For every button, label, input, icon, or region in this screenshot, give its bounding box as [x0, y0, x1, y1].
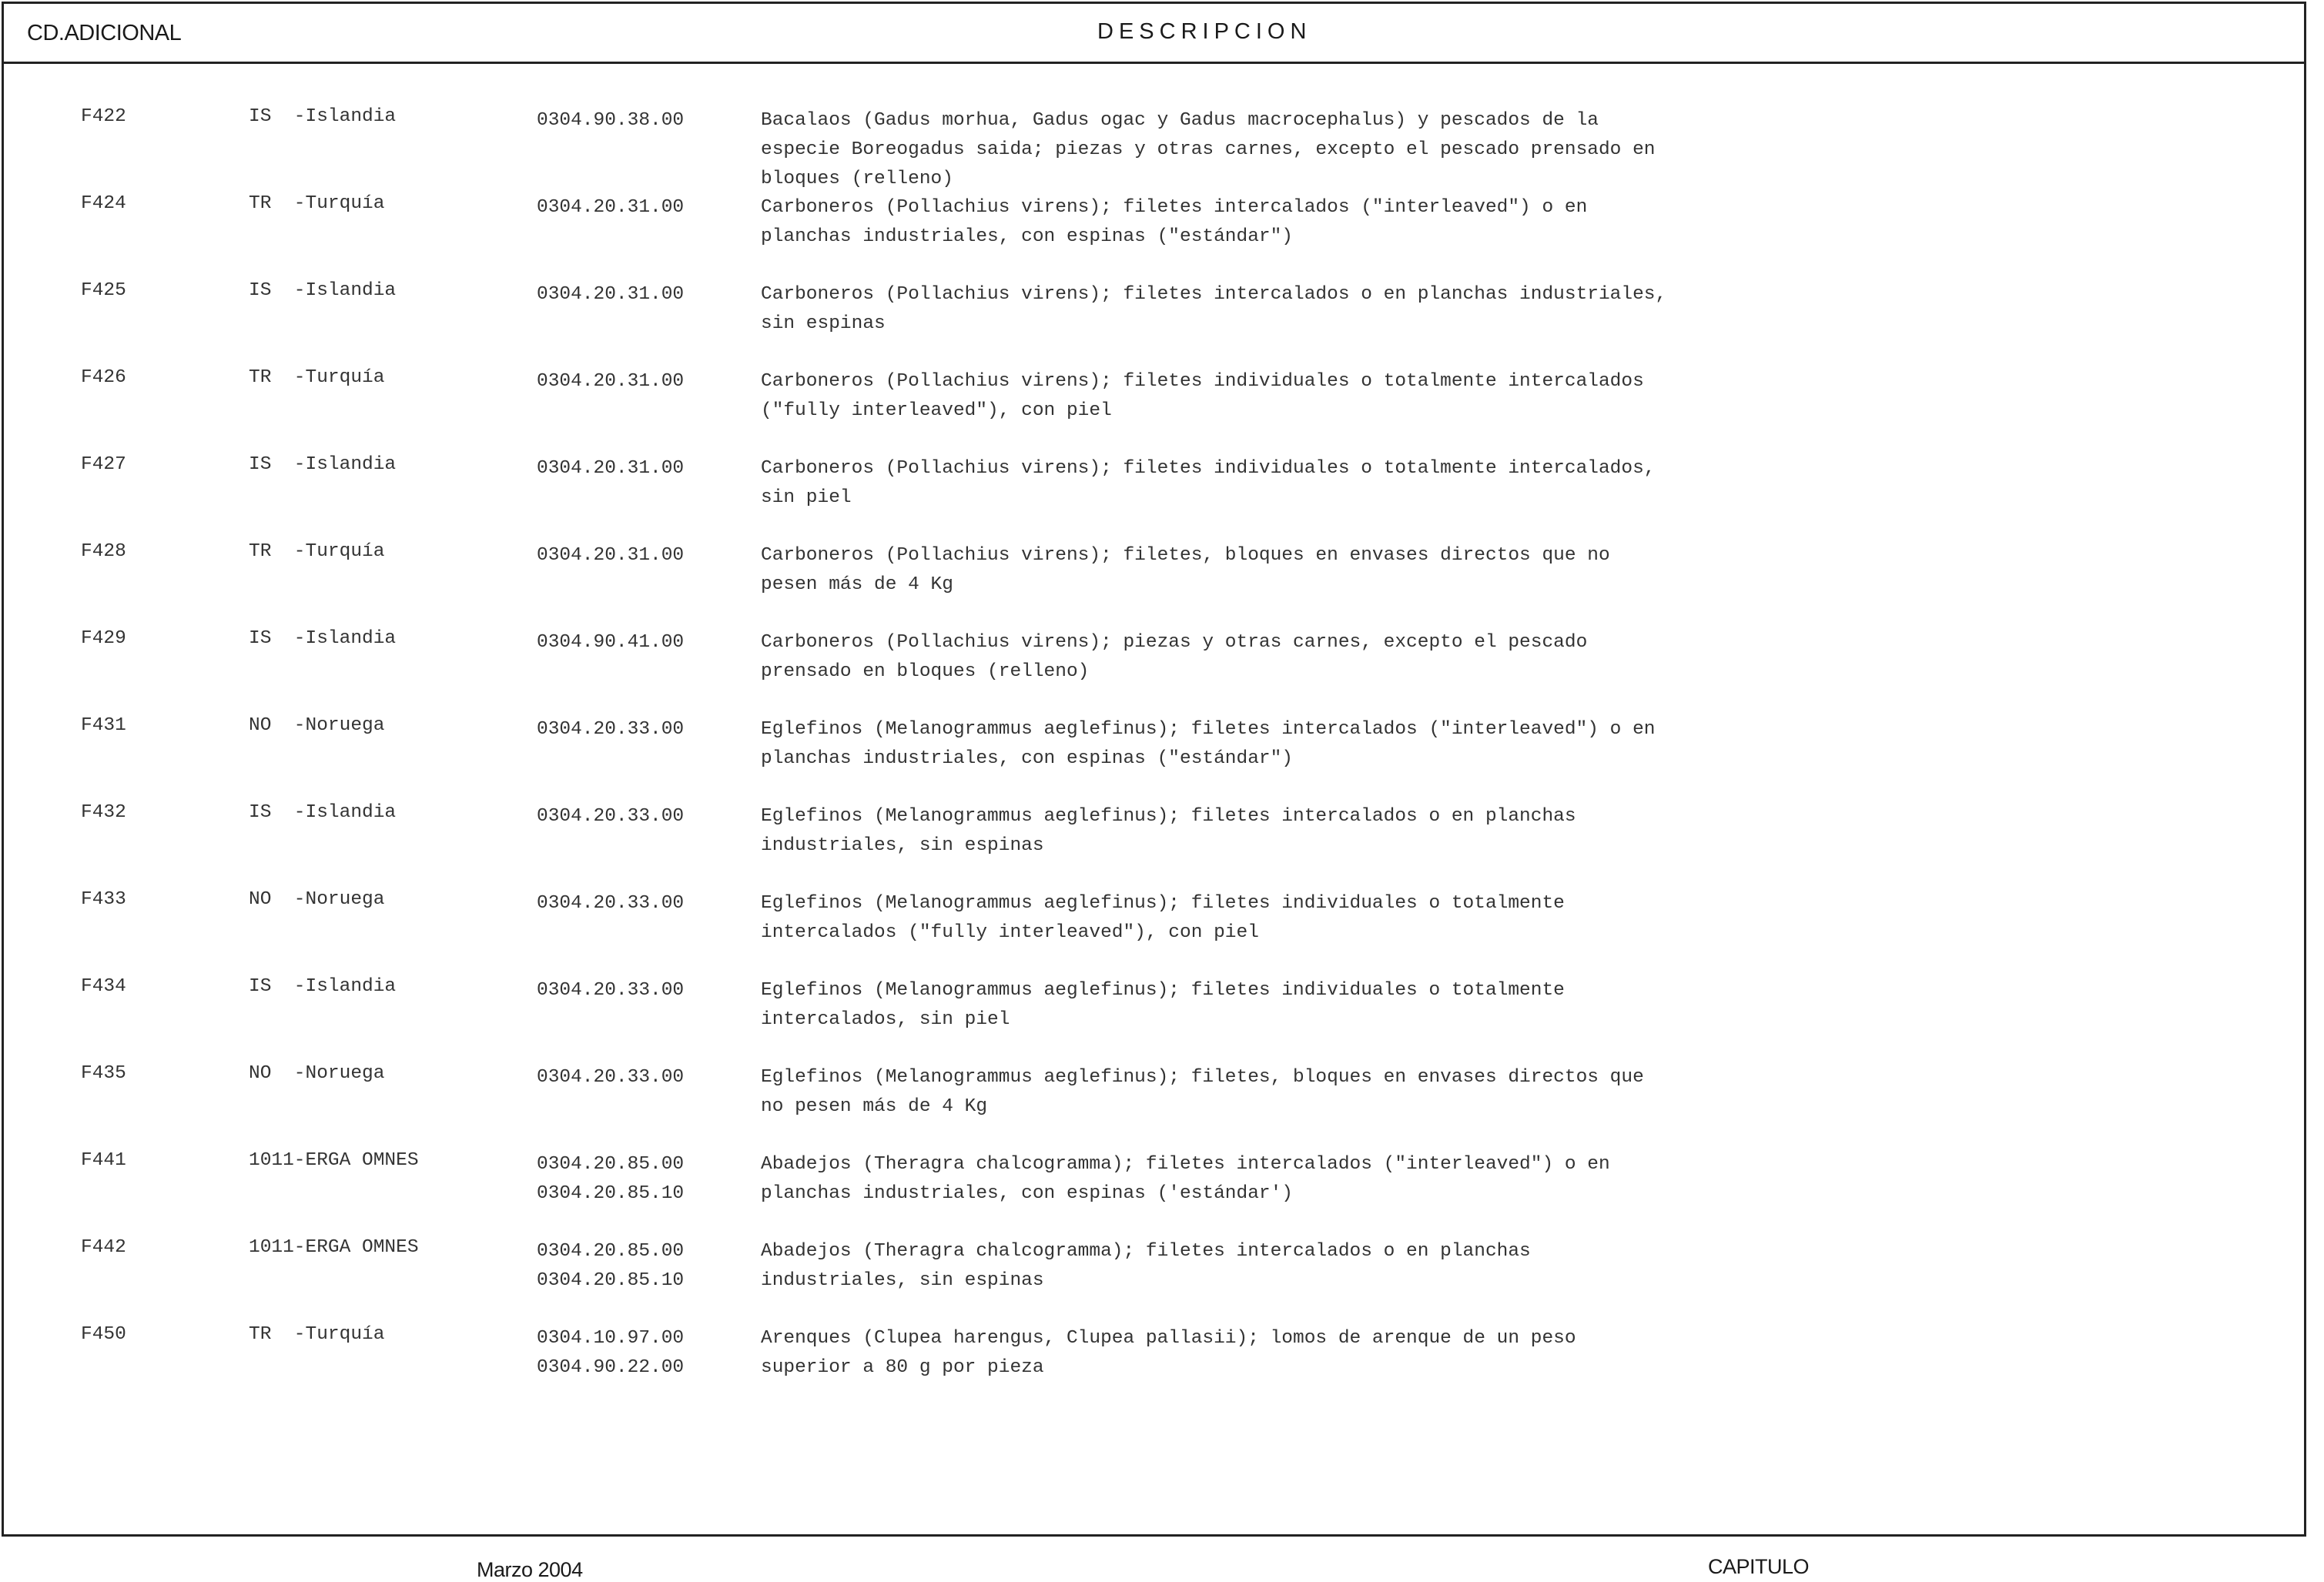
tariff-code: 0304.20.31.00 — [537, 284, 685, 305]
tariff-code: 0304.20.33.00 — [537, 806, 685, 827]
tariff-codes — [537, 280, 684, 309]
description: Carboneros (Pollachius virens); filetes individuales o totalmente intercalados ("fully interleaved"), con piel — [761, 371, 1644, 421]
table-row — [4, 976, 2304, 1063]
description: Abadejos (Theragra chalcogramma); filetes intercalados ("interleaved") o en planchas industriales, con espinas ('estándar') — [761, 1154, 1610, 1204]
tariff-codes — [537, 715, 684, 744]
tariff-codes — [537, 541, 684, 570]
tariff-code: 0304.20.31.00 — [537, 197, 685, 218]
additional-code: F426 — [81, 367, 126, 388]
column-header-cd-adicional: CD.ADICIONAL — [27, 21, 182, 45]
country: 1011-ERGA OMNES — [249, 1237, 419, 1258]
additional-code: F441 — [81, 1150, 126, 1171]
additional-code: F427 — [81, 454, 126, 475]
table-row — [4, 280, 2304, 367]
tariff-code: 0304.20.31.00 — [537, 545, 685, 566]
table-row — [4, 1063, 2304, 1150]
description: Carboneros (Pollachius virens); filetes intercalados o en planchas industriales, sin espinas — [761, 284, 1667, 334]
footer-chapter: CAPITULO — [1708, 1555, 1810, 1578]
tariff-code: 0304.20.85.10 — [537, 1270, 685, 1291]
table-row — [4, 541, 2304, 628]
additional-code: F429 — [81, 628, 126, 649]
table-row — [4, 1150, 2304, 1237]
country: NO -Noruega — [249, 889, 385, 910]
tariff-codes — [537, 976, 684, 1005]
tariff-codes — [537, 1063, 684, 1092]
tariff-codes — [537, 802, 684, 831]
additional-code: F433 — [81, 889, 126, 910]
tariff-code: 0304.20.33.00 — [537, 893, 685, 914]
description: Carboneros (Pollachius virens); filetes, bloques en envases directos que no pesen más de 4 Kg — [761, 545, 1610, 595]
entries-list — [4, 106, 2304, 1411]
country: IS -Islandia — [249, 280, 397, 301]
description: Eglefinos (Melanogrammus aeglefinus); filetes intercalados o en planchas industriales, sin espinas — [761, 806, 1576, 856]
tariff-codes — [537, 889, 684, 918]
tariff-code: 0304.20.85.10 — [537, 1183, 685, 1204]
description: Carboneros (Pollachius virens); filetes individuales o totalmente intercalados, sin piel — [761, 458, 1656, 508]
tariff-codes — [537, 193, 684, 222]
tariff-codes — [537, 106, 684, 135]
tariff-code: 0304.20.85.00 — [537, 1241, 685, 1262]
tariff-code: 0304.90.38.00 — [537, 110, 685, 131]
additional-code: F422 — [81, 106, 126, 127]
country: TR -Turquía — [249, 193, 385, 214]
description: Carboneros (Pollachius virens); filetes intercalados ("interleaved") o en planchas industriales, con espinas ("estándar") — [761, 197, 1588, 247]
table-row — [4, 106, 2304, 193]
tariff-code: 0304.20.31.00 — [537, 458, 685, 479]
description: Eglefinos (Melanogrammus aeglefinus); filetes individuales o totalmente intercalados ("fully interleaved"), con piel — [761, 893, 1565, 943]
table-row — [4, 1237, 2304, 1324]
additional-code: F435 — [81, 1063, 126, 1084]
additional-code: F428 — [81, 541, 126, 562]
country: IS -Islandia — [249, 628, 397, 649]
country: TR -Turquía — [249, 1324, 385, 1345]
additional-code: F424 — [81, 193, 126, 214]
table-row — [4, 1324, 2304, 1411]
additional-code: F432 — [81, 802, 126, 823]
additional-code: F425 — [81, 280, 126, 301]
table-row — [4, 628, 2304, 715]
table-header — [4, 4, 2304, 64]
tariff-code: 0304.20.33.00 — [537, 719, 685, 740]
country: NO -Noruega — [249, 715, 385, 736]
document-frame — [2, 2, 2306, 1537]
table-row — [4, 367, 2304, 454]
description: Eglefinos (Melanogrammus aeglefinus); filetes individuales o totalmente intercalados, sin piel — [761, 980, 1565, 1030]
country: IS -Islandia — [249, 106, 397, 127]
description: Arenques (Clupea harengus, Clupea pallasii); lomos de arenque de un peso superior a 80 g por pieza — [761, 1328, 1576, 1378]
table-row — [4, 889, 2304, 976]
table-row — [4, 193, 2304, 280]
tariff-code: 0304.10.97.00 — [537, 1328, 685, 1349]
country: 1011-ERGA OMNES — [249, 1150, 419, 1171]
tariff-codes — [537, 1324, 684, 1383]
description: Abadejos (Theragra chalcogramma); filetes intercalados o en planchas industriales, sin espinas — [761, 1241, 1531, 1291]
country: IS -Islandia — [249, 976, 397, 997]
additional-code: F450 — [81, 1324, 126, 1345]
table-row — [4, 802, 2304, 889]
table-row — [4, 715, 2304, 802]
additional-code: F431 — [81, 715, 126, 736]
tariff-codes — [537, 454, 684, 483]
tariff-code: 0304.90.22.00 — [537, 1357, 685, 1378]
country: IS -Islandia — [249, 454, 397, 475]
tariff-codes — [537, 1237, 684, 1296]
country: IS -Islandia — [249, 802, 397, 823]
tariff-code: 0304.20.31.00 — [537, 371, 685, 392]
tariff-codes — [537, 367, 684, 396]
additional-code: F442 — [81, 1237, 126, 1258]
description: Eglefinos (Melanogrammus aeglefinus); filetes intercalados ("interleaved") o en planchas industriales, con espinas ("estándar") — [761, 719, 1656, 769]
footer-date: Marzo 2004 — [477, 1558, 583, 1581]
tariff-codes — [537, 1150, 684, 1209]
table-row — [4, 454, 2304, 541]
tariff-codes — [537, 628, 684, 657]
country: TR -Turquía — [249, 541, 385, 562]
description: Bacalaos (Gadus morhua, Gadus ogac y Gadus macrocephalus) y pescados de la especie Boreogadus saida; piezas y otras carnes, excepto el pescado prensado en bloques (relleno) — [761, 110, 1656, 189]
description: Eglefinos (Melanogrammus aeglefinus); filetes, bloques en envases directos que no pesen más de 4 Kg — [761, 1067, 1644, 1117]
additional-code: F434 — [81, 976, 126, 997]
tariff-code: 0304.20.85.00 — [537, 1154, 685, 1175]
tariff-code: 0304.20.33.00 — [537, 980, 685, 1001]
country: TR -Turquía — [249, 367, 385, 388]
description: Carboneros (Pollachius virens); piezas y otras carnes, excepto el pescado prensado en bloques (relleno) — [761, 632, 1588, 682]
tariff-code: 0304.20.33.00 — [537, 1067, 685, 1088]
tariff-code: 0304.90.41.00 — [537, 632, 685, 653]
country: NO -Noruega — [249, 1063, 385, 1084]
column-header-descripcion: DESCRIPCION — [1097, 19, 1312, 44]
